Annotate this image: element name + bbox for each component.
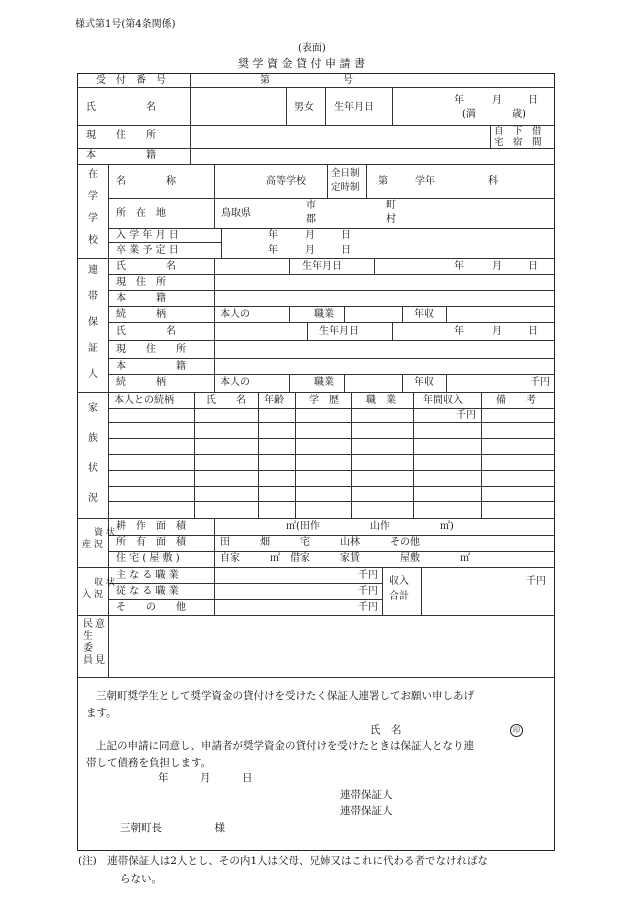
g1-year: 年 bbox=[454, 261, 464, 272]
declaration-p2: 上記の申請に同意し、申請者が奨学資金の貸付けを受けたときは保証人となり連 bbox=[96, 740, 474, 752]
assets-side-label-1: 資 状 bbox=[94, 528, 115, 538]
school-gakunen: 学年 bbox=[415, 176, 435, 187]
g1-day: 日 bbox=[528, 261, 538, 272]
school-koukou: 高等学校 bbox=[266, 176, 306, 187]
family-col-income: 年間収入 bbox=[423, 395, 463, 406]
school-machi: 町 bbox=[386, 200, 396, 211]
g2-rel-label: 続 柄 bbox=[116, 377, 166, 388]
family-col-job: 職 業 bbox=[366, 395, 396, 406]
declaration-mayor: 三朝町長 様 bbox=[120, 822, 225, 834]
assets-r1-value: ㎡(田作 山作 ㎡) bbox=[286, 521, 454, 532]
declaration-p2b: 帯して債務を負担します。 bbox=[86, 757, 212, 769]
family-col-name: 氏 名 bbox=[206, 395, 246, 406]
school-loc-label: 所 在 地 bbox=[116, 208, 166, 219]
form-number: 様式第1号(第4条関係) bbox=[75, 19, 176, 30]
income-r1-label: 主 な る 職 業 bbox=[116, 570, 179, 581]
family-col-remarks: 備 考 bbox=[496, 395, 536, 406]
school-enroll-label: 入 学 年 月 日 bbox=[116, 230, 179, 241]
school-shi: 市 bbox=[306, 200, 316, 211]
school-zen: 全日制 bbox=[331, 168, 360, 179]
housing-type-2: 宅 宿 間 bbox=[494, 137, 542, 148]
applicant-name-label: 氏 名 bbox=[86, 102, 156, 113]
form-title: 奨 学 資 金 貸 付 申 請 書 bbox=[238, 57, 365, 70]
income-r3-label: そ の 他 bbox=[116, 602, 186, 613]
income-r2-label: 従 な る 職 業 bbox=[116, 586, 179, 597]
g2-birth-label: 生年月日 bbox=[319, 326, 359, 337]
declaration-guarantor-2: 連帯保証人 bbox=[340, 805, 393, 817]
g1-name-label: 氏 名 bbox=[116, 261, 176, 272]
g2-income-unit: 千円 bbox=[530, 377, 550, 388]
g1-month: 月 bbox=[492, 261, 502, 272]
income-total-unit: 千円 bbox=[526, 576, 546, 587]
income-total-2: 合計 bbox=[389, 591, 409, 602]
declaration-p1: 三朝町奨学生として奨学資金の貸付けを受けたく保証人連署してお願い申しあげ bbox=[96, 690, 474, 702]
grad-year: 年 bbox=[268, 245, 278, 256]
school-name-label: 名 称 bbox=[116, 176, 176, 187]
family-col-education: 学 歴 bbox=[309, 395, 339, 406]
application-form bbox=[77, 73, 555, 851]
g1-birth-label: 生年月日 bbox=[302, 261, 342, 272]
family-income-unit: 千円 bbox=[456, 410, 476, 421]
family-col-age: 年齢 bbox=[264, 395, 284, 406]
school-mura: 村 bbox=[386, 214, 396, 225]
reception-label: 受 付 番 号 bbox=[96, 75, 166, 86]
g2-month: 月 bbox=[492, 326, 502, 337]
g2-job-label: 職業 bbox=[314, 377, 334, 388]
g2-address-label: 現 住 所 bbox=[116, 344, 186, 355]
g1-honnin: 本人の bbox=[220, 309, 250, 320]
minsei-side-label-a: 民 生 委 員 bbox=[83, 619, 93, 666]
declaration-name-label: 氏 名 bbox=[370, 724, 402, 736]
housing-type-1: 自 下 借 bbox=[494, 126, 542, 137]
g1-honseki-label: 本 籍 bbox=[116, 293, 166, 304]
grad-month: 月 bbox=[305, 245, 315, 256]
applicant-address-label: 現 住 所 bbox=[86, 130, 156, 141]
family-side-label: 家 族 状 況 bbox=[88, 403, 98, 504]
school-dai: 第 bbox=[378, 176, 388, 187]
applicant-sex-label: 男女 bbox=[294, 102, 314, 113]
g2-year: 年 bbox=[454, 326, 464, 337]
applicant-year: 年 bbox=[454, 95, 464, 106]
enroll-month: 月 bbox=[305, 230, 315, 241]
g1-job-label: 職業 bbox=[314, 309, 334, 320]
g2-day: 日 bbox=[528, 326, 538, 337]
income-side-label-2: 入 況 bbox=[82, 590, 103, 600]
income-total-1: 収入 bbox=[389, 576, 409, 587]
income-r3-unit: 千円 bbox=[358, 602, 378, 613]
grad-day: 日 bbox=[341, 245, 351, 256]
income-r2-unit: 千円 bbox=[358, 586, 378, 597]
enroll-day: 日 bbox=[341, 230, 351, 241]
declaration-guarantor-1: 連帯保証人 bbox=[340, 789, 393, 801]
income-side-label-1: 収 状 bbox=[94, 578, 115, 588]
g1-income-label: 年収 bbox=[414, 309, 434, 320]
enroll-year: 年 bbox=[268, 230, 278, 241]
assets-r1-label: 耕 作 面 積 bbox=[116, 521, 186, 532]
side-label: (表面) bbox=[298, 43, 326, 54]
declaration-p1b: ます。 bbox=[86, 707, 117, 719]
declaration-date: 年 月 日 bbox=[158, 772, 253, 784]
assets-r2-label: 所 有 面 積 bbox=[116, 537, 186, 548]
reception-go: 号 bbox=[343, 75, 353, 86]
g2-name-label: 氏 名 bbox=[116, 326, 176, 337]
g2-honseki-label: 本 籍 bbox=[116, 361, 186, 372]
reception-dai: 第 bbox=[260, 75, 270, 86]
applicant-sai: 歳) bbox=[512, 109, 526, 120]
g2-income-label: 年収 bbox=[414, 377, 434, 388]
school-gun: 郡 bbox=[306, 214, 316, 225]
applicant-day: 日 bbox=[528, 95, 538, 106]
income-r1-unit: 千円 bbox=[358, 570, 378, 581]
school-ka: 科 bbox=[488, 176, 498, 187]
school-tottori: 鳥取県 bbox=[221, 208, 251, 219]
note-line-2: らない。 bbox=[120, 873, 162, 885]
family-col-relation: 本人との続柄 bbox=[114, 395, 174, 406]
seal-mark: 印 bbox=[510, 724, 523, 737]
school-grad-label: 卒 業 予 定 日 bbox=[116, 245, 179, 256]
guarantor-side-label: 連 帯 保 証 人 bbox=[88, 265, 98, 380]
applicant-man: (満 bbox=[462, 109, 476, 120]
g1-address-label: 現 住 所 bbox=[116, 277, 166, 288]
g1-rel-label: 続 柄 bbox=[116, 309, 166, 320]
school-tei: 定時制 bbox=[331, 182, 360, 193]
note-line-1: (注) 連帯保証人は2人とし、その内1人は父母、兄姉又はこれに代わる者でなければな bbox=[78, 855, 489, 867]
assets-r3-label: 住 宅 ( 屋 敷 ) bbox=[116, 553, 180, 564]
applicant-honseki-label: 本 籍 bbox=[86, 150, 156, 161]
assets-r2-value: 田 畑 宅 山林 その他 bbox=[220, 537, 420, 548]
assets-r3-value: 自家 ㎡ 借家 家賃 屋敷 ㎡ bbox=[220, 553, 470, 564]
g2-honnin: 本人の bbox=[220, 377, 250, 388]
school-side-label: 在 学 学 校 bbox=[88, 169, 98, 246]
minsei-side-label-b: 意 見 bbox=[95, 619, 105, 666]
applicant-month: 月 bbox=[492, 95, 502, 106]
assets-side-label-2: 産 況 bbox=[82, 540, 103, 550]
applicant-birth-label: 生年月日 bbox=[334, 102, 374, 113]
